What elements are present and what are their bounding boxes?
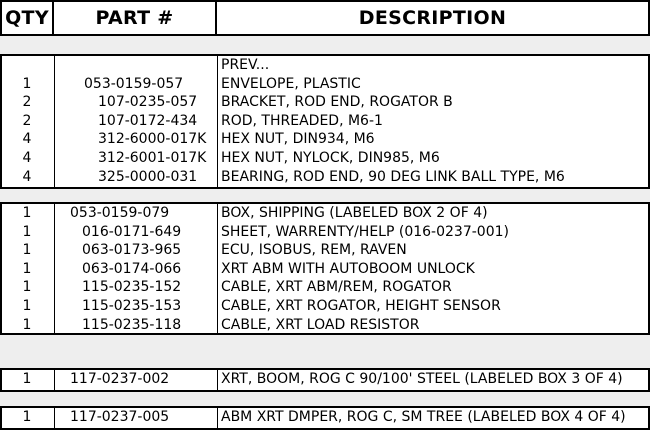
part-number-cell: 053-0159-079 [70, 205, 170, 221]
description-cell: BOX, SHIPPING (LABELED BOX 2 OF 4) [221, 205, 488, 221]
description-cell: CABLE, XRT ABM/REM, ROGATOR [221, 279, 452, 296]
description-cell: ENVELOPE, PLASTIC [221, 75, 361, 92]
part-number-cell: 107-0235-057 [98, 94, 198, 111]
header-part-number: PART # [54, 0, 217, 36]
group-bottom-border [0, 187, 650, 189]
group-bottom-border [0, 428, 650, 430]
description-cell: BRACKET, ROD END, ROGATOR B [221, 94, 453, 111]
qty-cell: 1 [22, 223, 32, 240]
qty-cell: 1 [22, 316, 32, 333]
table-row [0, 316, 650, 335]
qty-cell: 1 [22, 409, 32, 425]
qty-cell: 1 [22, 75, 32, 92]
qty-cell: 1 [22, 242, 32, 259]
part-number-cell: 312-6001-017K [98, 150, 207, 166]
description-cell: CABLE, XRT LOAD RESISTOR [221, 316, 420, 333]
description-cell: HEX NUT, NYLOCK, DIN985, M6 [221, 150, 440, 166]
qty-cell: 1 [22, 205, 32, 221]
table-row [0, 204, 650, 223]
description-cell: PREV... [221, 57, 270, 73]
table-row [0, 75, 650, 94]
table-row [0, 223, 650, 242]
table-row [0, 149, 650, 168]
description-cell: ECU, ISOBUS, REM, RAVEN [221, 242, 407, 259]
header-qty: QTY [0, 0, 54, 36]
table-row [0, 130, 650, 149]
part-number-cell: 115-0235-152 [82, 279, 182, 296]
table-row [0, 408, 650, 427]
table-row [0, 297, 650, 316]
spacer-band [0, 334, 650, 369]
part-number-cell: 117-0237-005 [70, 409, 170, 425]
group-bottom-border [0, 390, 650, 392]
part-number-cell: 115-0235-118 [82, 316, 182, 333]
qty-cell: 2 [22, 94, 32, 111]
description-cell: ROD, THREADED, M6-1 [221, 112, 383, 129]
qty-cell: 1 [22, 298, 32, 314]
qty-cell: 1 [22, 260, 32, 277]
description-cell: ABM XRT DMPER, ROG C, SM TREE (LABELED BOX 4 OF 4) [221, 409, 626, 425]
table-row [0, 112, 650, 131]
qty-cell: 1 [22, 371, 32, 387]
table-row [0, 278, 650, 297]
qty-cell: 4 [22, 131, 32, 148]
table-row [0, 260, 650, 279]
description-cell: XRT, BOOM, ROG C 90/100' STEEL (LABELED BOX 3 OF 4) [221, 371, 623, 387]
spacer-band [0, 188, 650, 203]
part-number-cell: 115-0235-153 [82, 298, 182, 314]
spacer-band [0, 391, 650, 407]
part-number-cell: 016-0171-649 [82, 223, 182, 240]
header-description: DESCRIPTION [217, 0, 650, 36]
description-cell: BEARING, ROD END, 90 DEG LINK BALL TYPE, M6 [221, 168, 565, 185]
part-number-cell: 063-0173-965 [82, 242, 182, 259]
qty-cell: 4 [22, 168, 32, 185]
part-number-cell: 312-6000-017K [98, 131, 207, 148]
table-row [0, 56, 650, 75]
part-number-cell: 117-0237-002 [70, 371, 170, 387]
part-number-cell: 107-0172-434 [98, 112, 198, 129]
table-row [0, 370, 650, 389]
part-number-cell: 053-0159-057 [84, 75, 184, 92]
description-cell: CABLE, XRT ROGATOR, HEIGHT SENSOR [221, 298, 501, 314]
table-row [0, 241, 650, 260]
description-cell: HEX NUT, DIN934, M6 [221, 131, 375, 148]
part-number-cell: 063-0174-066 [82, 260, 182, 277]
part-number-cell: 325-0000-031 [98, 168, 198, 185]
table-row [0, 93, 650, 112]
qty-cell: 2 [22, 112, 32, 129]
qty-cell: 1 [22, 279, 32, 296]
description-cell: SHEET, WARRENTY/HELP (016-0237-001) [221, 223, 509, 240]
spacer-band [0, 36, 650, 55]
table-row [0, 168, 650, 187]
description-cell: XRT ABM WITH AUTOBOOM UNLOCK [221, 260, 475, 277]
qty-cell: 4 [22, 150, 32, 166]
